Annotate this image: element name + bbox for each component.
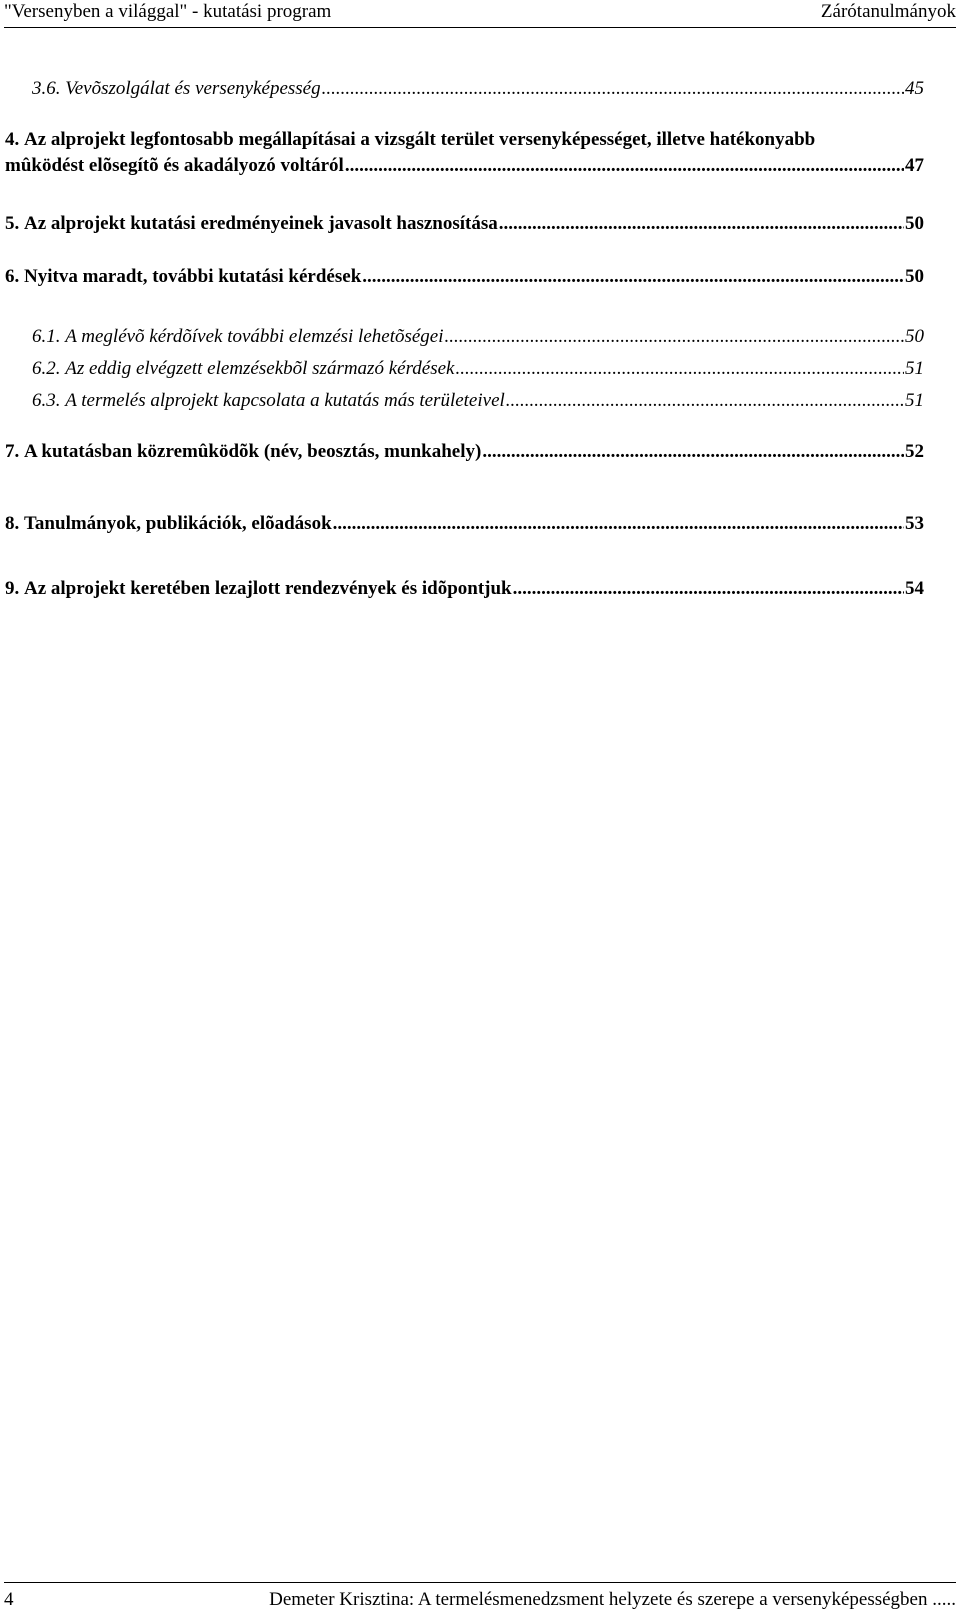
footer-author-title: Demeter Krisztina: A termelésmenedzsment helyzete és szerepe a versenyképességben ..... [269, 1589, 956, 1610]
toc-entry-page: 52 [905, 441, 924, 462]
toc-entry-9[interactable] [5, 576, 924, 602]
toc-entry-page: 50 [905, 266, 924, 287]
toc-entry-page: 51 [905, 358, 924, 379]
toc-entry-page: 45 [905, 78, 924, 99]
toc-leader-dots [333, 511, 904, 537]
toc-entry-title: A kutatásban közremûködõk (név, beosztás, munkahely) [24, 441, 482, 462]
toc-leader-dots [362, 264, 904, 290]
toc-entry-number: 5. [5, 213, 20, 234]
toc-entry-title: A termelés alprojekt kapcsolata a kutatás más területeivel [65, 390, 505, 411]
toc-entry-title: Nyitva maradt, további kutatási kérdések [24, 266, 362, 287]
toc-entry-page: 50 [905, 326, 924, 347]
toc-leader-dots [322, 76, 904, 102]
toc-entry-number: 6.1. [32, 326, 61, 347]
toc-entry-number: 8. [5, 513, 20, 534]
header-program-title: "Versenyben a világgal" - kutatási program [4, 1, 332, 22]
toc-leader-dots [513, 576, 904, 602]
toc-entry-7[interactable] [5, 439, 924, 465]
toc-entry-number: 7. [5, 441, 20, 462]
toc-entry-number: 6.3. [32, 390, 61, 411]
toc-leader-dots [445, 324, 904, 350]
toc-entry-number: 3.6. [32, 78, 61, 99]
toc-leader-dots [345, 153, 904, 179]
toc-entry-title-line1-row [5, 127, 924, 153]
toc-entry-5[interactable] [5, 211, 924, 237]
toc-entry-page: 51 [905, 390, 924, 411]
toc-entry-number: 4. [5, 129, 20, 150]
toc-leader-dots [455, 356, 904, 382]
toc-entry-title: A meglévõ kérdõívek további elemzési lehetõségei [65, 326, 444, 347]
toc-leader-dots [506, 388, 904, 414]
toc-leader-dots [482, 439, 904, 465]
table-of-contents [0, 0, 960, 640]
toc-entry-page: 47 [905, 155, 924, 176]
toc-entry-number: 9. [5, 578, 20, 599]
toc-entry-page: 50 [905, 213, 924, 234]
toc-entry-6-3[interactable] [32, 388, 924, 414]
toc-entry-6[interactable] [5, 264, 924, 290]
toc-entry-number: 6.2. [32, 358, 61, 379]
toc-entry-title: Az eddig elvégzett elemzésekbõl származó kérdések [65, 358, 455, 379]
footer-page-number: 4 [4, 1589, 14, 1610]
toc-entry-title: Vevõszolgálat és versenyképesség [65, 78, 321, 99]
toc-entry-title-line2-row [5, 153, 924, 179]
toc-entry-title-line2: mûködést elõsegítõ és akadályozó voltáról [5, 155, 344, 176]
toc-entry-title: Az alprojekt keretében lezajlott rendezvények és idõpontjuk [24, 578, 512, 599]
toc-entry-page: 53 [905, 513, 924, 534]
toc-entry-3-6[interactable] [32, 76, 924, 102]
page-footer [4, 1582, 956, 1613]
toc-entry-title: Tanulmányok, publikációk, elõadások [24, 513, 332, 534]
toc-leader-dots [499, 211, 904, 237]
toc-entry-6-1[interactable] [32, 324, 924, 350]
toc-entry-page: 54 [905, 578, 924, 599]
toc-entry-title: Az alprojekt kutatási eredményeinek javasolt hasznosítása [24, 213, 498, 234]
toc-entry-4[interactable] [5, 127, 924, 179]
toc-entry-number: 6. [5, 266, 20, 287]
toc-entry-title-line1: Az alprojekt legfontosabb megállapításai a vizsgált terület versenyképességet, illetve hatékonyabb [24, 129, 816, 150]
toc-entry-6-2[interactable] [32, 356, 924, 382]
header-document-type: Zárótanulmányok [820, 1, 956, 22]
toc-entry-8[interactable] [5, 511, 924, 537]
